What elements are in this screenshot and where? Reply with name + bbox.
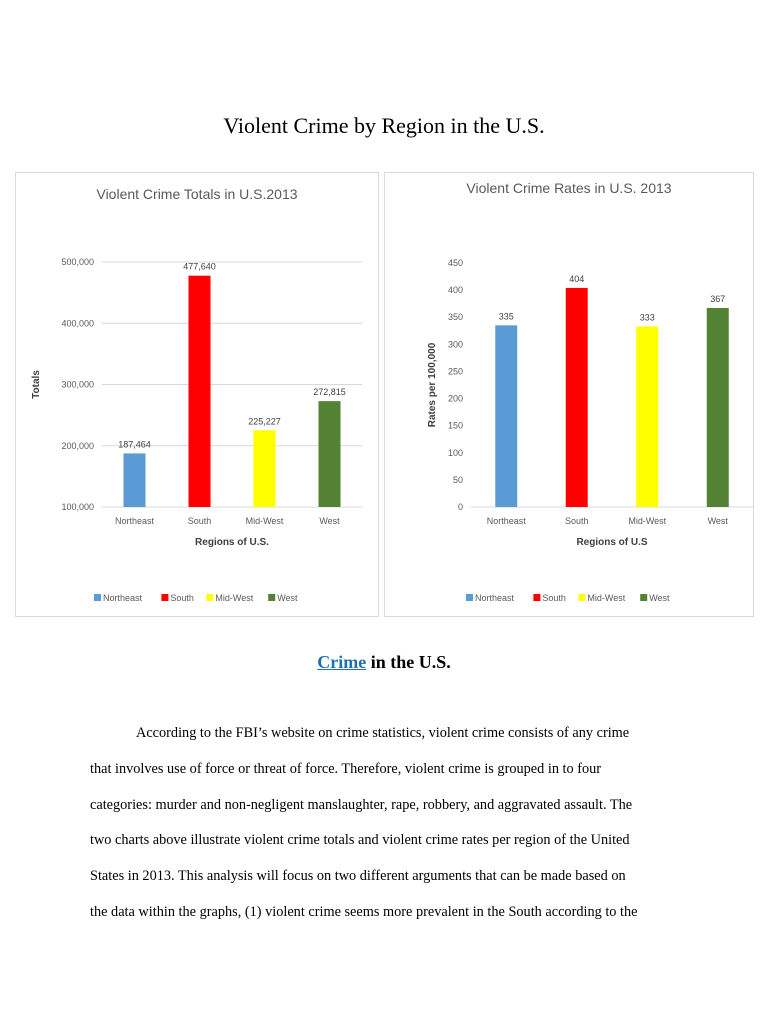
y-axis-title: Totals (31, 370, 42, 399)
legend-label: Northeast (103, 593, 143, 603)
x-tick-label: Mid-West (245, 516, 284, 526)
legend-label: Mid-West (587, 593, 626, 603)
paragraph-line: States in 2013. This analysis will focus on two different arguments that can be made based on (90, 868, 626, 885)
legend-swatch (578, 594, 585, 601)
y-tick-label: 300,000 (61, 379, 94, 390)
legend-label: Northeast (475, 593, 515, 603)
legend-label: South (170, 593, 194, 603)
data-label: 335 (498, 311, 514, 322)
paragraph-line: the data within the graphs, (1) violent crime seems more prevalent in the South according to the (90, 903, 638, 920)
paragraph-line: two charts above illustrate violent crime totals and violent crime rates per region of the United (90, 832, 630, 849)
y-tick-label: 400 (447, 285, 463, 296)
y-tick-label: 200 (447, 393, 463, 404)
y-tick-label: 100,000 (61, 502, 94, 512)
bar-mid-west (636, 326, 658, 507)
x-tick-label: West (319, 516, 340, 526)
x-tick-label: West (707, 516, 728, 526)
data-label: 333 (639, 312, 655, 323)
totals-chart-svg (16, 173, 378, 616)
legend-swatch (268, 594, 275, 601)
y-tick-label: 100 (447, 447, 463, 458)
legend-label: Mid-West (215, 593, 254, 603)
y-tick-label: 150 (447, 420, 463, 431)
body-paragraph (90, 716, 680, 931)
bar-south (189, 276, 211, 507)
y-tick-label: 300 (447, 339, 463, 350)
section-heading (0, 652, 768, 673)
bar-northeast (495, 325, 517, 507)
legend-label: West (277, 593, 298, 603)
legend-label: West (649, 593, 670, 603)
legend-swatch (206, 594, 213, 601)
violent-crime-totals-chart (15, 172, 379, 617)
legend-swatch (466, 594, 473, 601)
section-heading-rest: in the U.S. (366, 652, 451, 672)
x-axis-title: Regions of U.S (576, 537, 648, 548)
data-label: 225,227 (248, 416, 281, 427)
x-tick-label: Northeast (114, 516, 155, 526)
legend-swatch (161, 594, 168, 601)
data-label: 404 (569, 273, 585, 284)
data-label: 187,464 (118, 439, 151, 450)
rates-chart-svg (385, 173, 753, 616)
data-label: 367 (710, 294, 726, 305)
data-label: 477,640 (183, 261, 216, 272)
violent-crime-rates-chart (384, 172, 754, 617)
data-label: 272,815 (313, 387, 346, 398)
bar-mid-west (254, 430, 276, 507)
bar-south (566, 288, 588, 507)
bar-northeast (124, 453, 146, 507)
legend-label: South (542, 593, 566, 603)
chart-title: Violent Crime Rates in U.S. 2013 (466, 180, 672, 196)
legend-swatch (94, 594, 101, 601)
paragraph-line: According to the FBI’s website on crime statistics, violent crime consists of any crime (136, 725, 630, 741)
y-tick-label: 450 (447, 258, 463, 268)
y-tick-label: 350 (447, 312, 463, 323)
chart-title: Violent Crime Totals in U.S.2013 (96, 186, 298, 202)
y-tick-label: 0 (457, 502, 463, 512)
y-tick-label: 250 (447, 366, 463, 377)
legend-swatch (640, 594, 647, 601)
x-tick-label: Mid-West (628, 516, 667, 526)
bar-west (319, 401, 341, 507)
x-tick-label: South (187, 516, 212, 526)
y-tick-label: 200,000 (61, 440, 94, 451)
paragraph-line: categories: murder and non-negligent manslaughter, rape, robbery, and aggravated assault. The (90, 796, 633, 813)
bar-west (707, 308, 729, 507)
y-tick-label: 400,000 (61, 318, 94, 329)
x-tick-label: Northeast (486, 516, 526, 526)
legend-swatch (533, 594, 540, 601)
paragraph-line: that involves use of force or threat of force. Therefore, violent crime is grouped in to four (90, 760, 602, 777)
x-axis-title: Regions of U.S. (195, 537, 269, 548)
crime-link[interactable]: Crime (317, 652, 367, 672)
y-tick-label: 50 (452, 474, 463, 485)
x-tick-label: South (564, 516, 589, 526)
y-axis-title: Rates per 100,000 (427, 342, 438, 428)
y-tick-label: 500,000 (61, 257, 94, 267)
page-title: Violent Crime by Region in the U.S. (223, 113, 545, 138)
